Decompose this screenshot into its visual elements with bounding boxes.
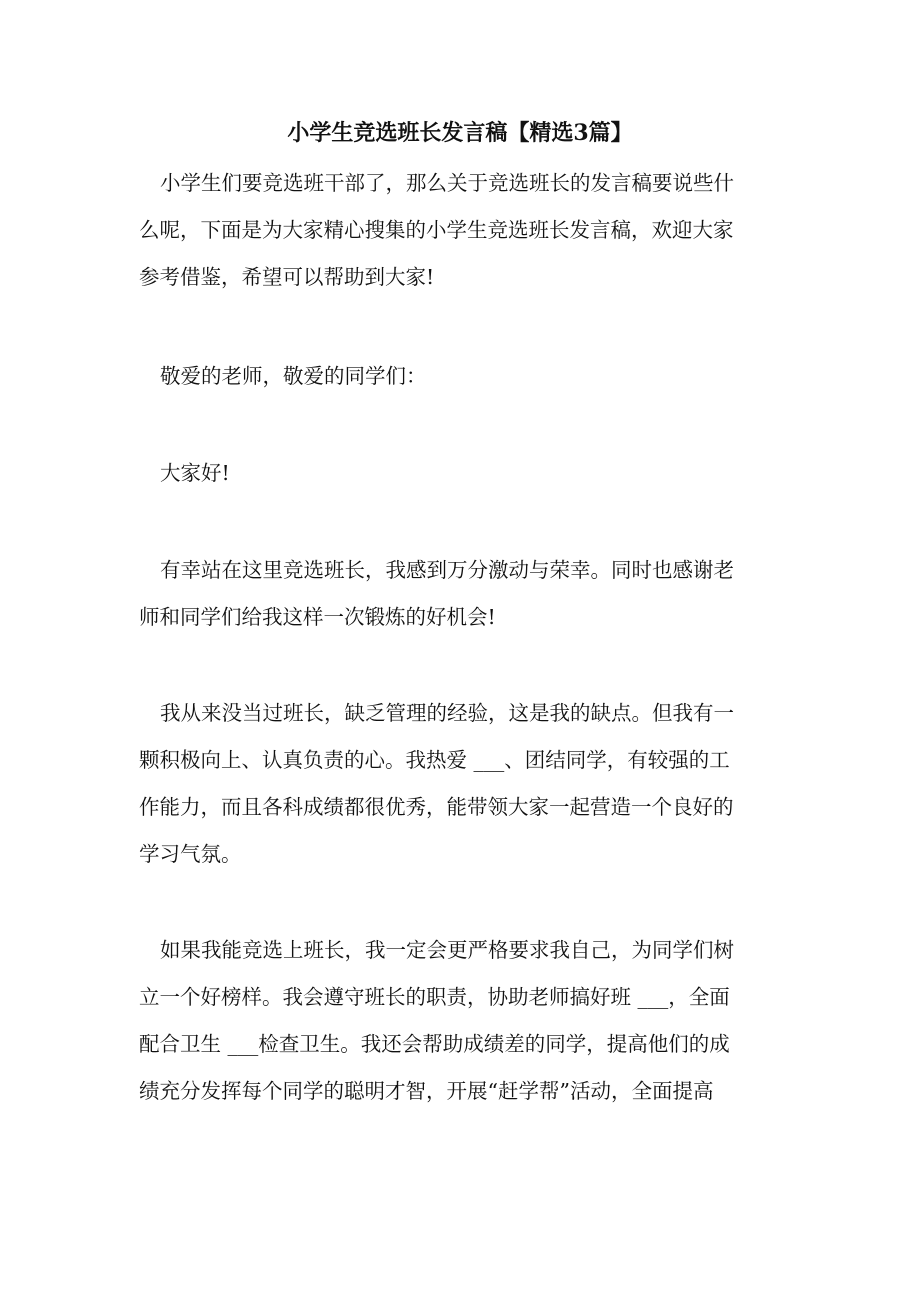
document-title: 小学生竞选班长发言稿【精选3篇】	[287, 120, 633, 146]
text-line: 么呢，下面是为大家精心搜集的小学生竞选班长发言稿，欢迎大家	[139, 218, 734, 242]
text-line: 大家好!	[160, 461, 230, 485]
text-line: 我从来没当过班长，缺乏管理的经验，这是我的缺点。但我有一	[160, 701, 734, 725]
text-line: 小学生们要竞选班干部了，那么关于竞选班长的发言稿要说些什	[160, 171, 734, 195]
text-line: 参考借鉴，希望可以帮助到大家!	[139, 265, 435, 289]
text-line: 敬爱的老师，敬爱的同学们：	[160, 364, 427, 388]
text-line: 立一个好榜样。我会遵守班长的职责，协助老师搞好班 ___，全面	[139, 985, 730, 1009]
text-line: 学习气氛。	[139, 842, 242, 866]
text-line: 作能力，而且各科成绩都很优秀，能带领大家一起营造一个良好的	[139, 795, 734, 819]
text-line: 颗积极向上、认真负责的心。我热爱 ___、团结同学，有较强的工	[139, 748, 730, 772]
text-line: 有幸站在这里竞选班长，我感到万分激动与荣幸。同时也感谢老	[160, 558, 734, 582]
text-line: 配合卫生 ___检查卫生。我还会帮助成绩差的同学，提高他们的成	[139, 1032, 730, 1056]
text-line: 如果我能竞选上班长，我一定会更严格要求我自己，为同学们树	[160, 938, 734, 962]
text-line: 绩充分发挥每个同学的聪明才智，开展“赶学帮”活动，全面提高	[139, 1079, 714, 1103]
text-line: 师和同学们给我这样一次锻炼的好机会!	[139, 605, 496, 629]
